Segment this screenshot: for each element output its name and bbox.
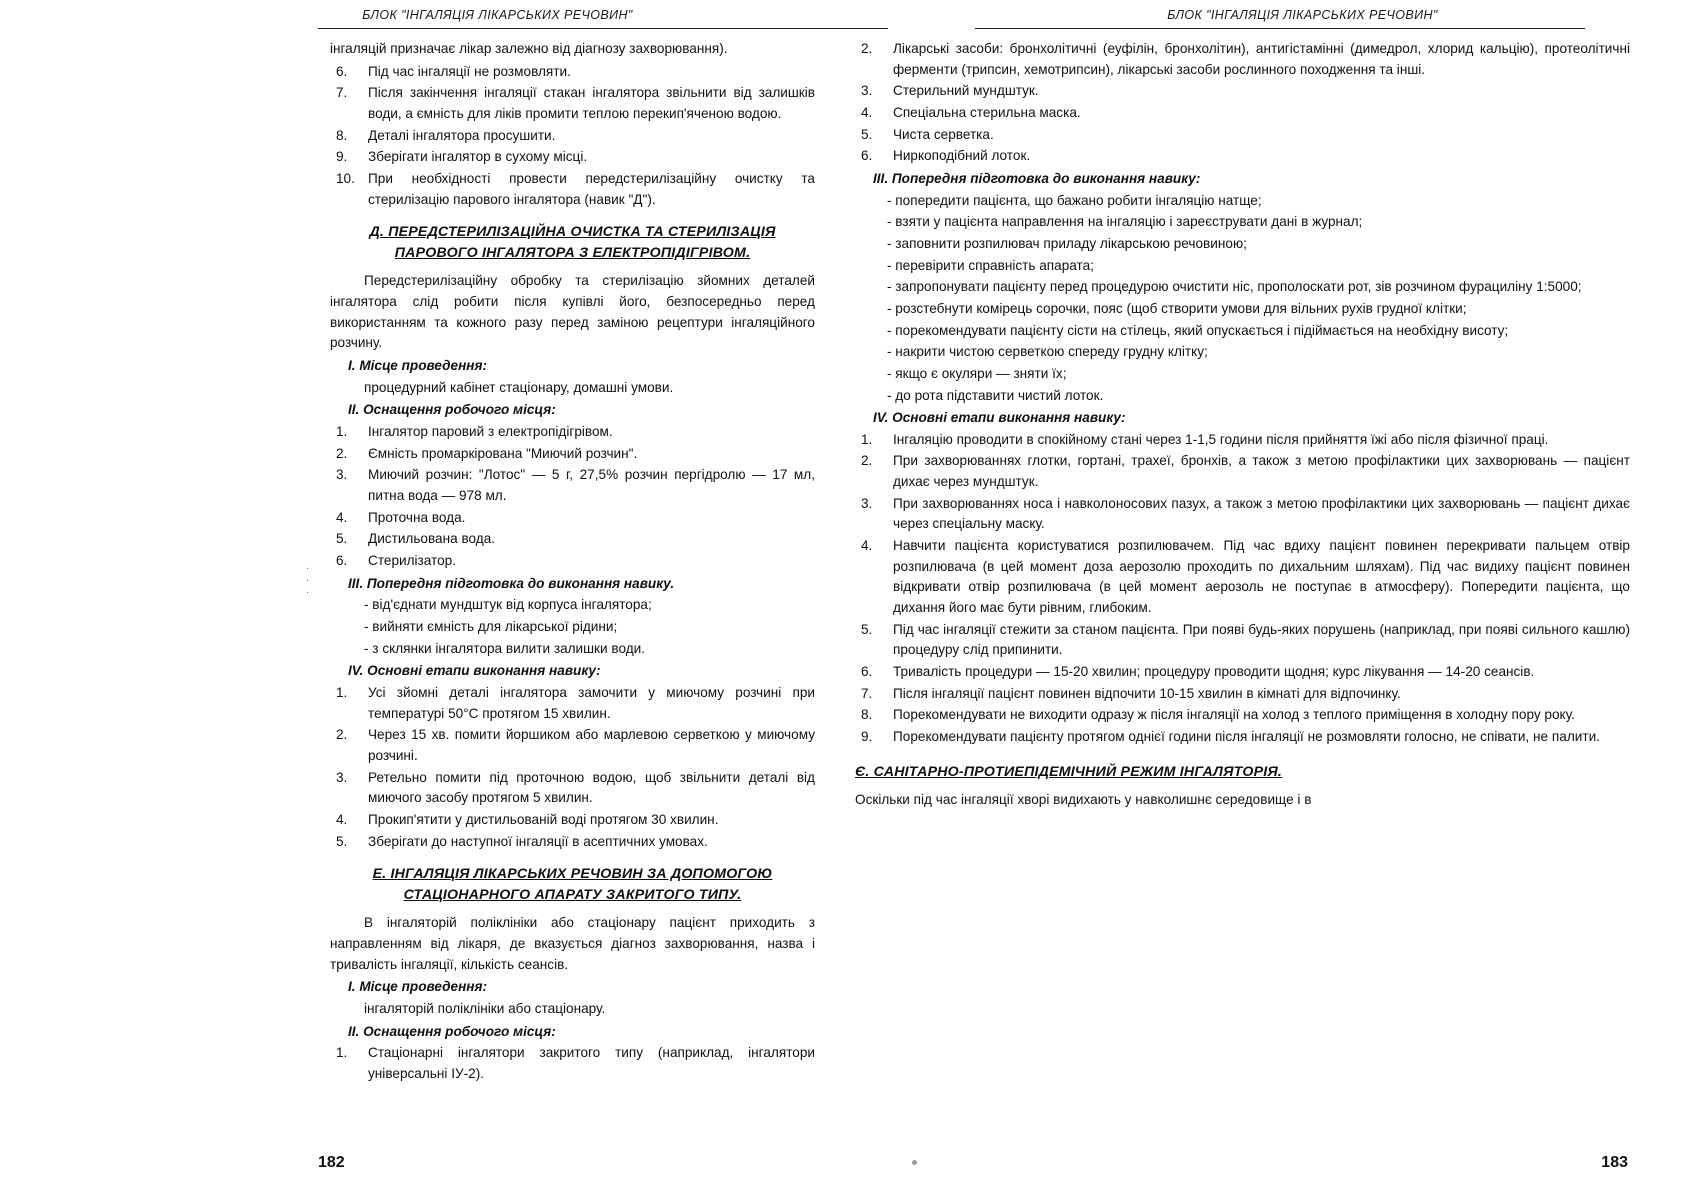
section-d-part4-heading: IV. Основні етапи виконання навику:	[348, 663, 601, 679]
list-item	[330, 683, 815, 724]
section-e-part1-heading: I. Місце проведення:	[348, 979, 488, 995]
right-part4-heading: IV. Основні етапи виконання навику:	[873, 410, 1126, 426]
list-item	[330, 147, 815, 168]
list-marker: 4.	[336, 811, 348, 827]
section-d-part2-heading: II. Оснащення робочого місця:	[348, 402, 556, 418]
list-marker: 10.	[336, 170, 355, 186]
list-item: - вийняти ємність для лікарської рідини;	[364, 618, 618, 634]
list-item	[330, 832, 815, 853]
right-part4-list	[855, 430, 1630, 748]
list-item	[855, 684, 1630, 705]
page-number-left: 182	[318, 1154, 345, 1171]
section-d-part4-list	[330, 683, 815, 852]
list-item	[855, 430, 1630, 451]
list-marker: 8.	[336, 127, 348, 143]
list-text: Після закінчення інгаляції стакан інгалятора звільнити від залишків води, а ємність для ліків промити теплою перекип'яченою водою.	[368, 85, 815, 121]
list-item	[330, 422, 815, 443]
list-item	[855, 451, 1630, 492]
list-item	[330, 508, 815, 529]
list-text: При необхідності провести передстерилізаційну очистку та стерилізацію парового інгалятора (навик "Д").	[368, 170, 815, 207]
list-text: Під час інгаляції не розмовляти.	[368, 63, 571, 79]
list-item	[330, 551, 815, 572]
list-item	[330, 768, 815, 809]
list-item: - від'єднати мундштук від корпуса інгалятора;	[364, 597, 652, 613]
section-e-part2-list-continued	[855, 39, 1630, 167]
list-marker: 7.	[336, 85, 348, 101]
list-item	[855, 103, 1630, 124]
list-item	[855, 81, 1630, 102]
list-item	[855, 705, 1630, 726]
list-item	[330, 169, 815, 210]
list-item: - попередити пацієнта, що бажано робити інгаляцію натще;	[887, 192, 1262, 208]
list-marker: 5.	[336, 531, 348, 547]
list-text: Зберігати до наступної інгаляції в асептичних умовах.	[368, 833, 708, 849]
scan-margin-marks: . . .	[306, 560, 310, 597]
list-marker: 1.	[861, 431, 873, 447]
list-marker: 4.	[861, 538, 873, 554]
section-e-part2-heading: II. Оснащення робочого місця:	[348, 1023, 556, 1039]
list-item	[855, 146, 1630, 167]
list-text: Дистильована вода.	[368, 531, 496, 547]
list-marker: 3.	[861, 495, 873, 511]
section-d-part1-heading: I. Місце проведення:	[348, 358, 488, 374]
list-item: - порекомендувати пацієнту сісти на стілець, який опускається і підіймається на необхідну висоту;	[887, 322, 1509, 338]
list-item	[330, 1043, 815, 1084]
section-e-part2-list	[330, 1043, 815, 1084]
list-text: Порекомендувати пацієнту протягом однієї години після інгаляції не розмовляти голосно, не співати, не палити.	[893, 729, 1600, 744]
list-item	[330, 126, 815, 147]
list-marker: 1.	[336, 684, 348, 700]
section-d-part3-heading: III. Попередня підготовка до виконання навику.	[348, 575, 675, 591]
list-text: Миючий розчин: "Лотос" — 5 г, 27,5% розчин пергідролю — 17 мл, питна вода — 978 мл.	[368, 467, 815, 503]
list-item: - взяти у пацієнта направлення на інгаляцію і зареєструвати дані в журнал;	[887, 214, 1363, 230]
list-text: Інгалятор паровий з електропідігрівом.	[368, 424, 613, 440]
list-marker: 5.	[861, 126, 873, 142]
section-d-part1-text: процедурний кабінет стаціонару, домашні умови.	[364, 379, 674, 395]
list-item	[330, 725, 815, 766]
list-marker: 2.	[861, 41, 873, 56]
page-number-right: 183	[1601, 1154, 1628, 1171]
list-item: - перевірити справність апарата;	[887, 257, 1094, 273]
list-item: - заповнити розпилювач приладу лікарською речовиною;	[887, 235, 1247, 251]
section-d-part3-list	[330, 595, 815, 659]
list-marker: 3.	[336, 467, 348, 483]
list-item	[855, 662, 1630, 683]
list-marker: 9.	[336, 149, 348, 165]
list-item	[330, 62, 815, 83]
list-item	[855, 620, 1630, 661]
list-item	[330, 83, 815, 124]
spine-mark	[912, 1160, 917, 1165]
left-column-body	[330, 39, 815, 1085]
section-je-intro: Оскільки під час інгаляції хворі видихають у навколишнє середовище і в	[855, 792, 1312, 808]
list-marker: 9.	[861, 729, 873, 744]
list-item	[855, 39, 1630, 80]
list-text: Після інгаляції пацієнт повинен відпочити 10-15 хвилин в кімнаті для відпочинку.	[893, 685, 1401, 701]
list-item	[330, 444, 815, 465]
right-page	[845, 0, 1690, 1200]
list-marker: 6.	[336, 552, 348, 568]
header-rule-left	[318, 28, 888, 29]
list-item	[330, 529, 815, 550]
right-part3-list	[855, 191, 1630, 407]
list-text: Тривалість процедури — 15-20 хвилин; процедуру проводити щодня; курс лікування — 14-20 сеансів.	[893, 664, 1535, 680]
list-continued	[330, 62, 815, 211]
list-marker: 5.	[336, 833, 348, 849]
list-text: Лікарські засоби: бронхолітичні (еуфілін, бронхолітин), антигістамінні (димедрол, хлорид кальцію), протеолітичні ферменти (трипсин, хемотрипсин), лікарські засоби рослинного походження та інші.	[893, 41, 1630, 77]
list-marker: 8.	[861, 707, 873, 723]
list-marker: 1.	[336, 424, 348, 440]
list-marker: 5.	[861, 621, 873, 637]
list-marker: 2.	[336, 727, 348, 743]
list-marker: 2.	[861, 453, 873, 469]
list-text: Стерилізатор.	[368, 552, 457, 568]
list-marker: 3.	[336, 769, 348, 785]
list-item: - якщо є окуляри — зняти їх;	[887, 365, 1067, 381]
running-head-left: БЛОК "ІНГАЛЯЦІЯ ЛІКАРСЬКИХ РЕЧОВИН"	[362, 8, 633, 22]
list-marker: 6.	[861, 664, 873, 680]
list-item	[330, 465, 815, 506]
list-text: Інгаляцію проводити в спокійному стані через 1-1,5 години після прийняття їжі або після фізичної праці.	[893, 431, 1549, 447]
list-text: При захворюваннях глотки, гортані, трахеї, бронхів, а також з метою профілактики цих захворювань — пацієнт дихає через мундштук.	[893, 453, 1630, 490]
header-rule-right	[975, 28, 1585, 29]
list-text: Навчити пацієнта користуватися розпилювачем. Під час вдиху пацієнт повинен перекривати пальцем отвір розпилювача (в цей момент доза аерозолю проходить по дихальним шляхам). Під час видиху пацієнт повинен відкривати отвір розпилювача (в цей момент аерозоль не поступає в атмосферу). Попередити пацієнта, що дихання його має бути рівним, глибоким.	[893, 538, 1630, 616]
list-text: Проточна вода.	[368, 509, 466, 525]
list-marker: 3.	[861, 83, 873, 99]
list-text: Ретельно помити під проточною водою, щоб звільнити деталі від миючого засобу протягом 5 хвилин.	[368, 769, 815, 806]
list-text: При захворюваннях носа і навколоносових пазух, а також з метою профілактики цих захворювань — пацієнт дихає через спеціальну маску.	[893, 495, 1630, 532]
list-text: Деталі інгалятора просушити.	[368, 127, 556, 143]
list-item	[855, 536, 1630, 619]
list-text: Ниркоподібний лоток.	[893, 148, 1031, 164]
list-item: - запропонувати пацієнту перед процедурою очистити ніс, прополоскати рот, зів розчином фурациліну 1:5000;	[887, 279, 1582, 295]
list-text: Через 15 хв. помити йоршиком або марлевою серветкою у миючому розчині.	[368, 727, 815, 763]
section-heading-e: Е. ІНГАЛЯЦІЯ ЛІКАРСЬКИХ РЕЧОВИН ЗА ДОПОМОГОЮ СТАЦІОНАРНОГО АПАРАТУ ЗАКРИТОГО ТИПУ.	[372, 866, 773, 903]
list-marker: 4.	[336, 509, 348, 525]
list-item: - накрити чистою серветкою спереду грудну клітку;	[887, 344, 1208, 360]
right-part3-heading: III. Попередня підготовка до виконання навику:	[873, 170, 1201, 186]
list-marker: 2.	[336, 445, 348, 461]
list-text: Під час інгаляції стежити за станом пацієнта. При появі будь-яких порушень (наприклад, при появі сильного кашлю) процедуру слід припинити.	[893, 621, 1630, 658]
section-heading-d: Д. ПЕРЕДСТЕРИЛІЗАЦІЙНА ОЧИСТКА ТА СТЕРИЛІЗАЦІЯ ПАРОВОГО ІНГАЛЯТОРА З ЕЛЕКТРОПІДІГРІВОМ.	[369, 224, 776, 261]
list-text: Зберігати інгалятор в сухому місці.	[368, 149, 588, 165]
section-e-part1-text: інгаляторій поліклініки або стаціонару.	[364, 1000, 606, 1016]
list-item: - з склянки інгалятора вилити залишки води.	[364, 640, 646, 656]
list-item	[855, 727, 1630, 748]
continuation-line: інгаляцій призначає лікар залежно від діагнозу захворювання).	[330, 41, 728, 56]
list-marker: 6.	[861, 148, 873, 164]
list-text: Стаціонарні інгалятори закритого типу (наприклад, інгалятори універсальні ІУ-2).	[368, 1045, 815, 1081]
list-item	[330, 810, 815, 831]
list-marker: 6.	[336, 63, 348, 79]
section-d-intro: Передстерилізаційну обробку та стерилізацію зйомних деталей інгалятора слід робити після купівлі його, безпосередньо перед використанням та кожного разу перед заміною рецептури інгаляційного розчину.	[330, 273, 815, 351]
list-marker: 7.	[861, 685, 873, 701]
list-marker: 4.	[861, 104, 873, 120]
list-item	[855, 494, 1630, 535]
list-text: Прокип'ятити у дистильованій воді протягом 30 хвилин.	[368, 811, 719, 827]
list-text: Усі зйомні деталі інгалятора замочити у миючому розчині при температурі 50°С протягом 15 хвилин.	[368, 684, 815, 721]
section-e-intro: В інгаляторій поліклініки або стаціонару пацієнт приходить з направленням від лікаря, де вказується діагноз захворювання, назва і тривалість інгаляції, кількість сеансів.	[330, 915, 815, 972]
list-text: Порекомендувати не виходити одразу ж після інгаляції на холод з теплого приміщення в холодну пору року.	[893, 707, 1575, 723]
list-item: - розстебнути комірець сорочки, пояс (щоб створити умови для вільних рухів грудної клітки;	[887, 300, 1467, 316]
list-text: Спеціальна стерильна маска.	[893, 104, 1081, 120]
running-head-right: БЛОК "ІНГАЛЯЦІЯ ЛІКАРСЬКИХ РЕЧОВИН"	[1167, 8, 1438, 22]
section-d-part2-list	[330, 422, 815, 572]
list-item: - до рота підставити чистий лоток.	[887, 387, 1104, 403]
right-column-body	[855, 39, 1630, 811]
list-text: Стерильний мундштук.	[893, 83, 1039, 99]
list-text: Чиста серветка.	[893, 126, 994, 142]
list-text: Ємність промаркірована "Миючий розчин".	[368, 445, 638, 461]
list-item	[855, 125, 1630, 146]
section-heading-je: Є. САНІТАРНО-ПРОТИЕПІДЕМІЧНИЙ РЕЖИМ ІНГАЛЯТОРІЯ.	[855, 763, 1283, 780]
list-marker: 1.	[336, 1045, 348, 1061]
